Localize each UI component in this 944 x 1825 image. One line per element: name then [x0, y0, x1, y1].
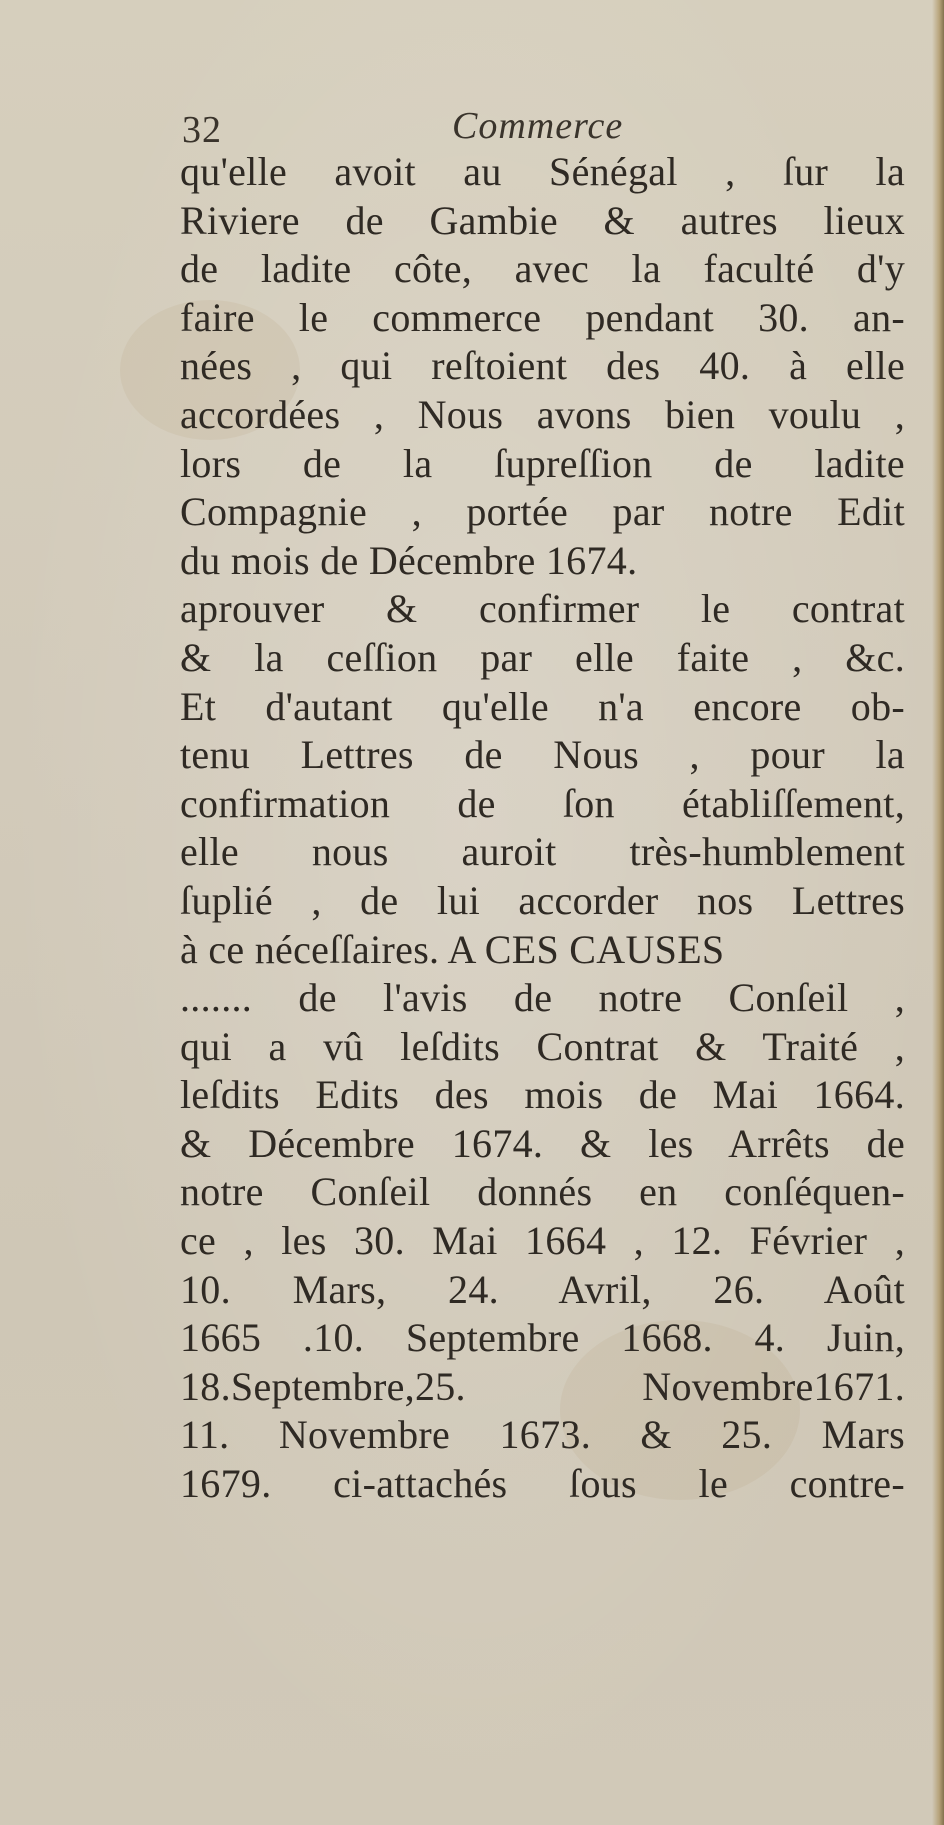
text-line: faire le commerce pendant 30. an-: [180, 294, 905, 340]
running-head: Commerce: [452, 105, 624, 147]
text-line: & Décembre 1674. & les Arrêts de: [180, 1120, 905, 1166]
page-number: 32: [182, 109, 222, 151]
text-line: à ce néceſſaires. A CES CAUSES: [180, 926, 725, 972]
text-line: leſdits Edits des mois de Mai 1664.: [180, 1072, 905, 1118]
text-line: lors de la ſupreſſion de ladite: [180, 440, 905, 486]
text-line: elle nous auroit très-humblement: [180, 829, 905, 875]
text-line: 10. Mars, 24. Avril, 26. Août: [180, 1266, 905, 1312]
text-line: aprouver & confirmer le contrat: [180, 586, 905, 632]
text-line: accordées , Nous avons bien voulu ,: [180, 391, 905, 437]
text-line: de ladite côte, avec la faculté d'y: [180, 246, 905, 292]
text-line: 11. Novembre 1673. & 25. Mars: [180, 1412, 905, 1458]
text-line: ....... de l'avis de notre Conſeil ,: [180, 975, 905, 1021]
text-line: 1679. ci-attachés ſous le contre-: [180, 1461, 905, 1507]
text-line: qui a vû leſdits Contrat & Traité ,: [180, 1023, 905, 1069]
text-line: Riviere de Gambie & autres lieux: [180, 197, 905, 243]
text-line: ce , les 30. Mai 1664 , 12. Février ,: [180, 1218, 905, 1264]
text-line: confirmation de ſon établiſſement,: [180, 780, 905, 826]
text-line: notre Conſeil donnés en conſéquen-: [180, 1169, 905, 1215]
text-line: 1665 .10. Septembre 1668. 4. Juin,: [180, 1315, 905, 1361]
text-line: Et d'autant qu'elle n'a encore ob-: [180, 683, 905, 729]
body-text: [180, 148, 905, 1509]
text-line: qu'elle avoit au Sénégal , ſur la: [180, 149, 905, 194]
text-line: du mois de Décembre 1674.: [180, 537, 638, 583]
text-line: tenu Lettres de Nous , pour la: [180, 732, 905, 778]
text-line: Compagnie , portée par notre Edit: [180, 489, 905, 535]
text-line: nées , qui reſtoient des 40. à elle: [180, 343, 905, 389]
text-line: ſuplié , de lui accorder nos Lettres: [180, 877, 905, 923]
text-line: 18.Septembre,25. Novembre1671.: [180, 1363, 905, 1409]
text-line: & la ceſſion par elle faite , &c.: [180, 634, 905, 680]
page-edge-shadow: [932, 0, 944, 1825]
